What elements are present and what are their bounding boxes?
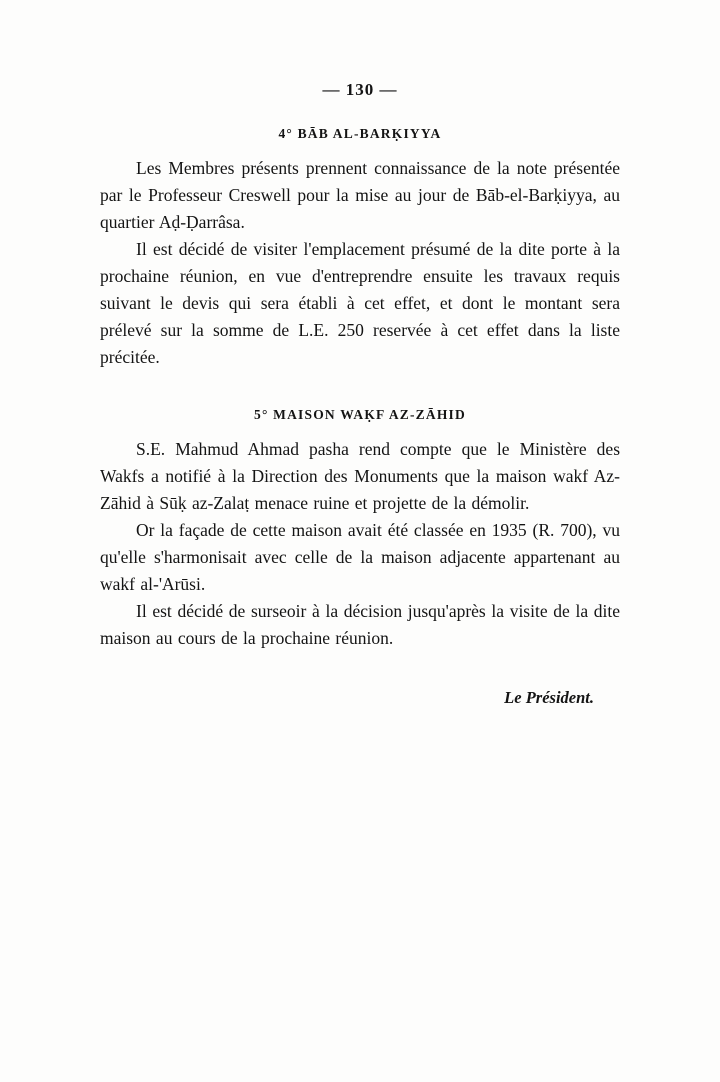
page-number: — 130 — <box>322 80 398 99</box>
section-heading: 4° BĀB AL-BARḲIYYA <box>278 126 442 141</box>
paragraph: S.E. Mahmud Ahmad pasha rend compte que le Ministère des Wakfs a notifié à la Direction des Monuments que la maison wakf Az-Zāhid à Sūḳ az-Zalaṭ menace ruine et projette de la démolir. <box>100 439 620 513</box>
paragraph: Il est décidé de surseoir à la décision jusqu'après la visite de la dite maison au cours de la prochaine réunion. <box>100 601 620 648</box>
paragraph: Il est décidé de visiter l'emplacement présumé de la dite porte à la prochaine réunion, en vue d'entreprendre ensuite les travaux requis suivant le devis qui sera établi à cet effet, et dont le montant sera prélevé sur la somme de L.E. 250 reservée à cet effet dans la liste précitée. <box>100 239 620 367</box>
section-maison-wakf-az-zahid <box>100 407 620 652</box>
signature-le-president: Le Président. <box>504 688 594 707</box>
section-bab-al-barkiyya <box>100 126 620 371</box>
section-heading: 5° MAISON WAḲF AZ-ZĀHID <box>254 407 466 422</box>
paragraph: Or la façade de cette maison avait été classée en 1935 (R. 700), vu qu'elle s'harmonisait avec celle de la maison adjacente appartenant au wakf al-'Arūsi. <box>100 520 620 594</box>
paragraph: Les Membres présents prennent connaissance de la note présentée par le Professeur Creswell pour la mise au jour de Bāb-el-Barḳiyya, au quartier Aḍ-Ḍarrâsa. <box>100 158 620 232</box>
